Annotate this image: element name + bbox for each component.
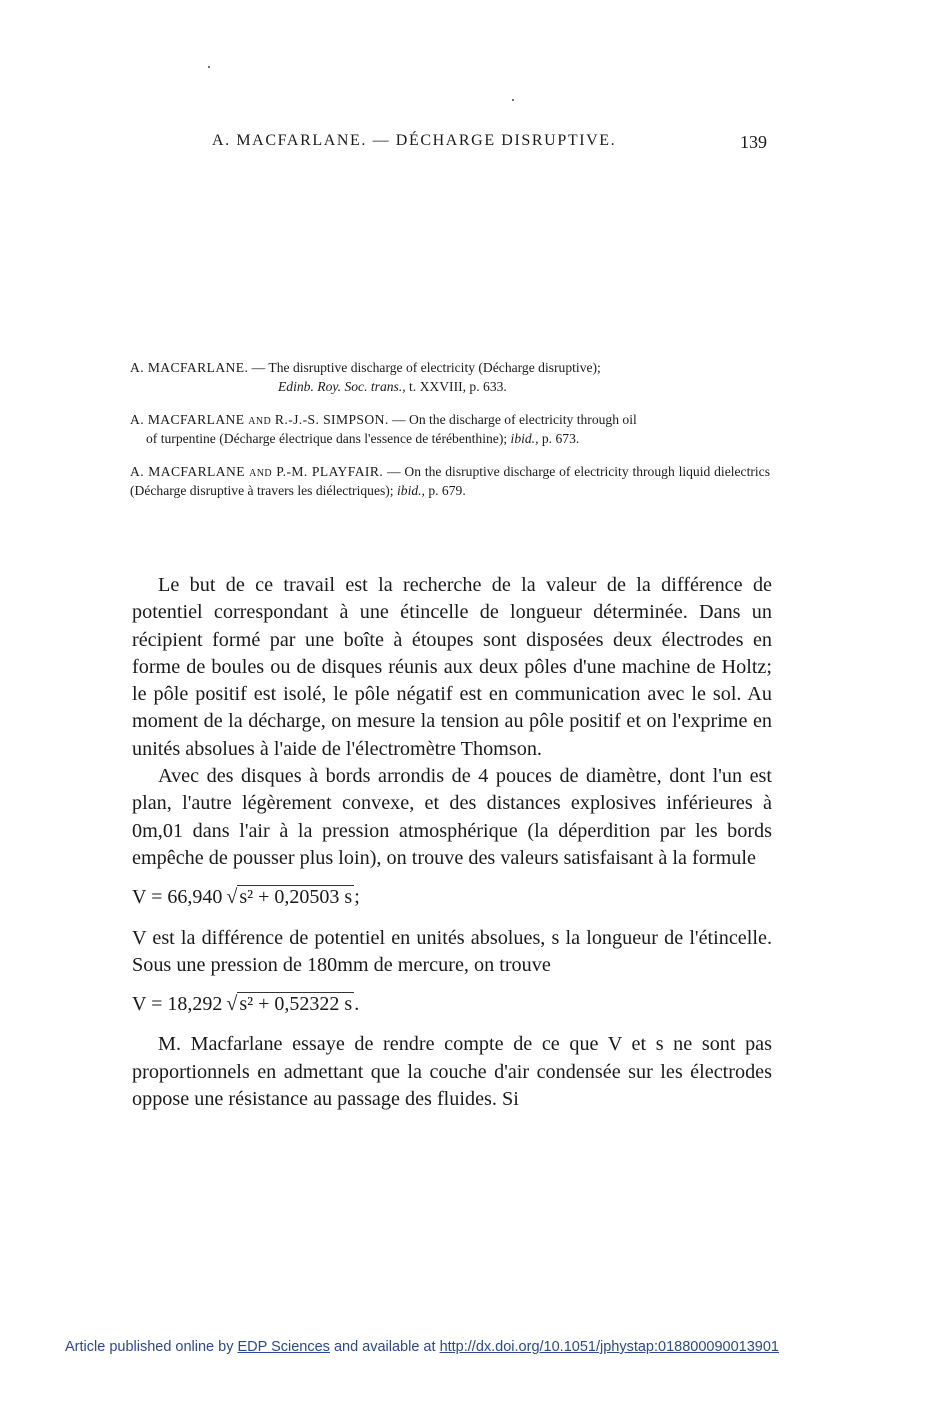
reference-source-line	[130, 377, 770, 396]
equation-lhs: V = 66,940	[132, 886, 223, 909]
reference-title-continued: of turpentine (Décharge électrique dans l'essence de térébenthine);	[146, 431, 508, 446]
footer-prefix: Article published online by	[65, 1339, 238, 1355]
scan-speck	[208, 66, 210, 68]
reference-source: Edinb. Roy. Soc. trans.,	[278, 379, 406, 394]
reference-item	[130, 358, 770, 396]
article-body	[132, 572, 772, 1113]
running-head: A. MACFARLANE. — DÉCHARGE DISRUPTIVE.	[212, 132, 617, 149]
equation-end: .	[354, 993, 360, 1016]
equation-lhs: V = 18,292	[132, 993, 223, 1016]
reference-authors: A. MACFARLANE and R.-J.-S. SIMPSON.	[130, 412, 389, 427]
equation-radicand: s² + 0,52322 s	[239, 993, 353, 1016]
reference-authors: A. MACFARLANE.	[130, 360, 249, 375]
reference-authors: A. MACFARLANE and P.-M. PLAYFAIR.	[130, 464, 384, 479]
reference-source: ibid.,	[507, 431, 539, 446]
footer-middle: and available at	[329, 1339, 440, 1355]
page-header	[0, 130, 930, 158]
reference-details: t. XXVIII, p. 633.	[405, 379, 507, 394]
scan-speck	[512, 99, 514, 101]
reference-source: ibid.,	[393, 483, 425, 498]
equation-radicand: s² + 0,20503 s	[239, 886, 353, 909]
publisher-link[interactable]: EDP Sciences	[237, 1339, 330, 1355]
reference-title: — On the discharge of electricity through oil	[388, 412, 637, 427]
reference-item	[130, 410, 770, 448]
equation: V = 18,292 √ s² + 0,52322 s .	[132, 993, 360, 1016]
body-paragraph: Le but de ce travail est la recherche de la valeur de la différence de potentiel correspondant à une étincelle de longueur déterminée. Dans un récipient formé par une boîte à étoupes sont disposées deux électrodes en forme de boules ou de disques réunis aux deux pôles d'une machine de Holtz; le pôle positif est isolé, le pôle négatif est en communication avec le sol. Au moment de la décharge, on mesure la tension au pôle positif et on l'exprime en unités absolues à l'aide de l'électromètre Thomson.	[132, 574, 772, 760]
page-number: 139	[740, 132, 767, 152]
equation: V = 66,940 √ s² + 0,20503 s ;	[132, 886, 360, 909]
doi-link[interactable]: http://dx.doi.org/10.1051/jphystap:018800090013901	[439, 1339, 779, 1355]
reference-details: p. 679.	[424, 483, 466, 498]
publication-footer	[65, 1339, 779, 1355]
body-paragraph: V est la différence de potentiel en unités absolues, s la longueur de l'étincelle. Sous une pression de 180mm de mercure, on trouve	[132, 926, 772, 976]
reference-source-line	[130, 429, 770, 448]
reference-title: — The disruptive discharge of electricity (Décharge disruptive);	[248, 360, 601, 375]
reference-item	[130, 462, 770, 500]
reference-list	[130, 358, 770, 514]
reference-title: — On the disruptive discharge of electricity through liquid dielectrics (Décharge disruptive à travers les diélectriques);	[130, 464, 770, 498]
reference-details: p. 673.	[538, 431, 580, 446]
body-paragraph: M. Macfarlane essaye de rendre compte de ce que V et s ne sont pas proportionnels en admettant que la couche d'air condensée sur les électrodes oppose une résistance au passage des fluides. Si	[132, 1033, 772, 1111]
body-paragraph: Avec des disques à bords arrondis de 4 pouces de diamètre, dont l'un est plan, l'autre légèrement convexe, et des distances explosives inférieures à 0m,01 dans l'air à la pression atmosphérique (la déperdition par les bords empêche de pousser plus loin), on trouve des valeurs satisfaisant à la formule	[132, 765, 772, 869]
equation-end: ;	[354, 886, 360, 909]
